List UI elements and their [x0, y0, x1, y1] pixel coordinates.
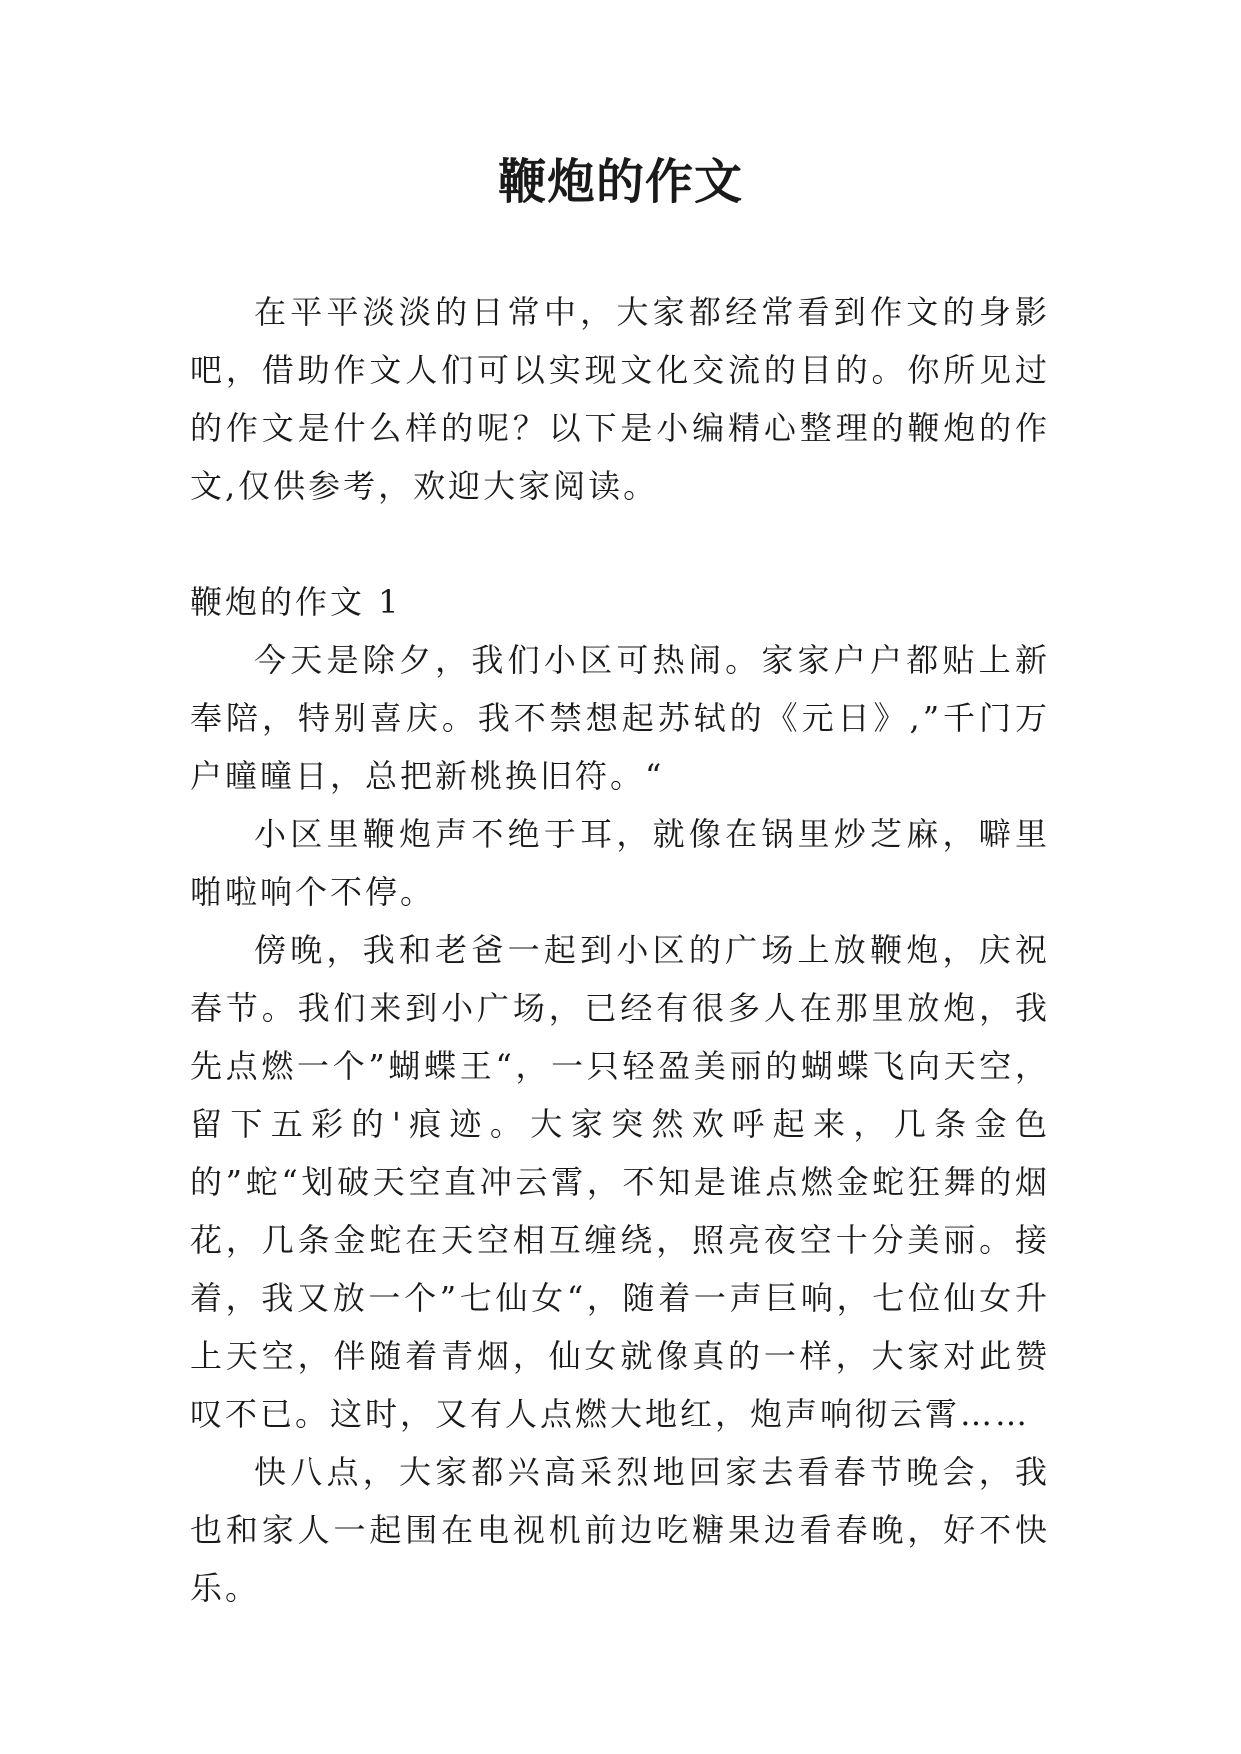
paragraph-4: 快八点，大家都兴高采烈地回家去看春节晚会，我也和家人一起围在电视机前边吃糖果边看春晚，好不快乐。 — [190, 1453, 1050, 1607]
document-body — [190, 283, 1050, 1617]
paragraph-1: 今天是除夕，我们小区可热闹。家家户户都贴上新奉陪，特别喜庆。我不禁想起苏轼的《元日》,”千门万户曈曈日，总把新桃换旧符。“ — [190, 641, 1050, 795]
paragraph-3: 傍晚，我和老爸一起到小区的广场上放鞭炮，庆祝春节。我们来到小广场，已经有很多人在那里放炮，我先点燃一个”蝴蝶王“，一只轻盈美丽的蝴蝶飞向天空，留下五彩的'痕迹。大家突然欢呼起来，几条金色的”蛇“划破天空直冲云霄，不知是谁点燃金蛇狂舞的烟花，几条金蛇在天空相互缠绕，照亮夜空十分美丽。接着，我又放一个”七仙女“，随着一声巨响，七位仙女升上天空，伴随着青烟，仙女就像真的一样，大家对此赞叹不已。这时，又有人点燃大地红，炮声响彻云霄…… — [190, 931, 1050, 1433]
document-title: 鞭炮的作文 — [497, 154, 743, 210]
intro-paragraph: 在平平淡淡的日常中，大家都经常看到作文的身影吧，借助作文人们可以实现文化交流的目的。你所见过的作文是什么样的呢？以下是小编精心整理的鞭炮的作文,仅供参考，欢迎大家阅读。 — [190, 293, 1050, 505]
section-heading: 鞭炮的作文 1 — [190, 583, 402, 621]
paragraph-spacer — [190, 515, 1050, 573]
paragraph-2: 小区里鞭炮声不绝于耳，就像在锅里炒芝麻，噼里啪啦响个不停。 — [190, 815, 1050, 911]
